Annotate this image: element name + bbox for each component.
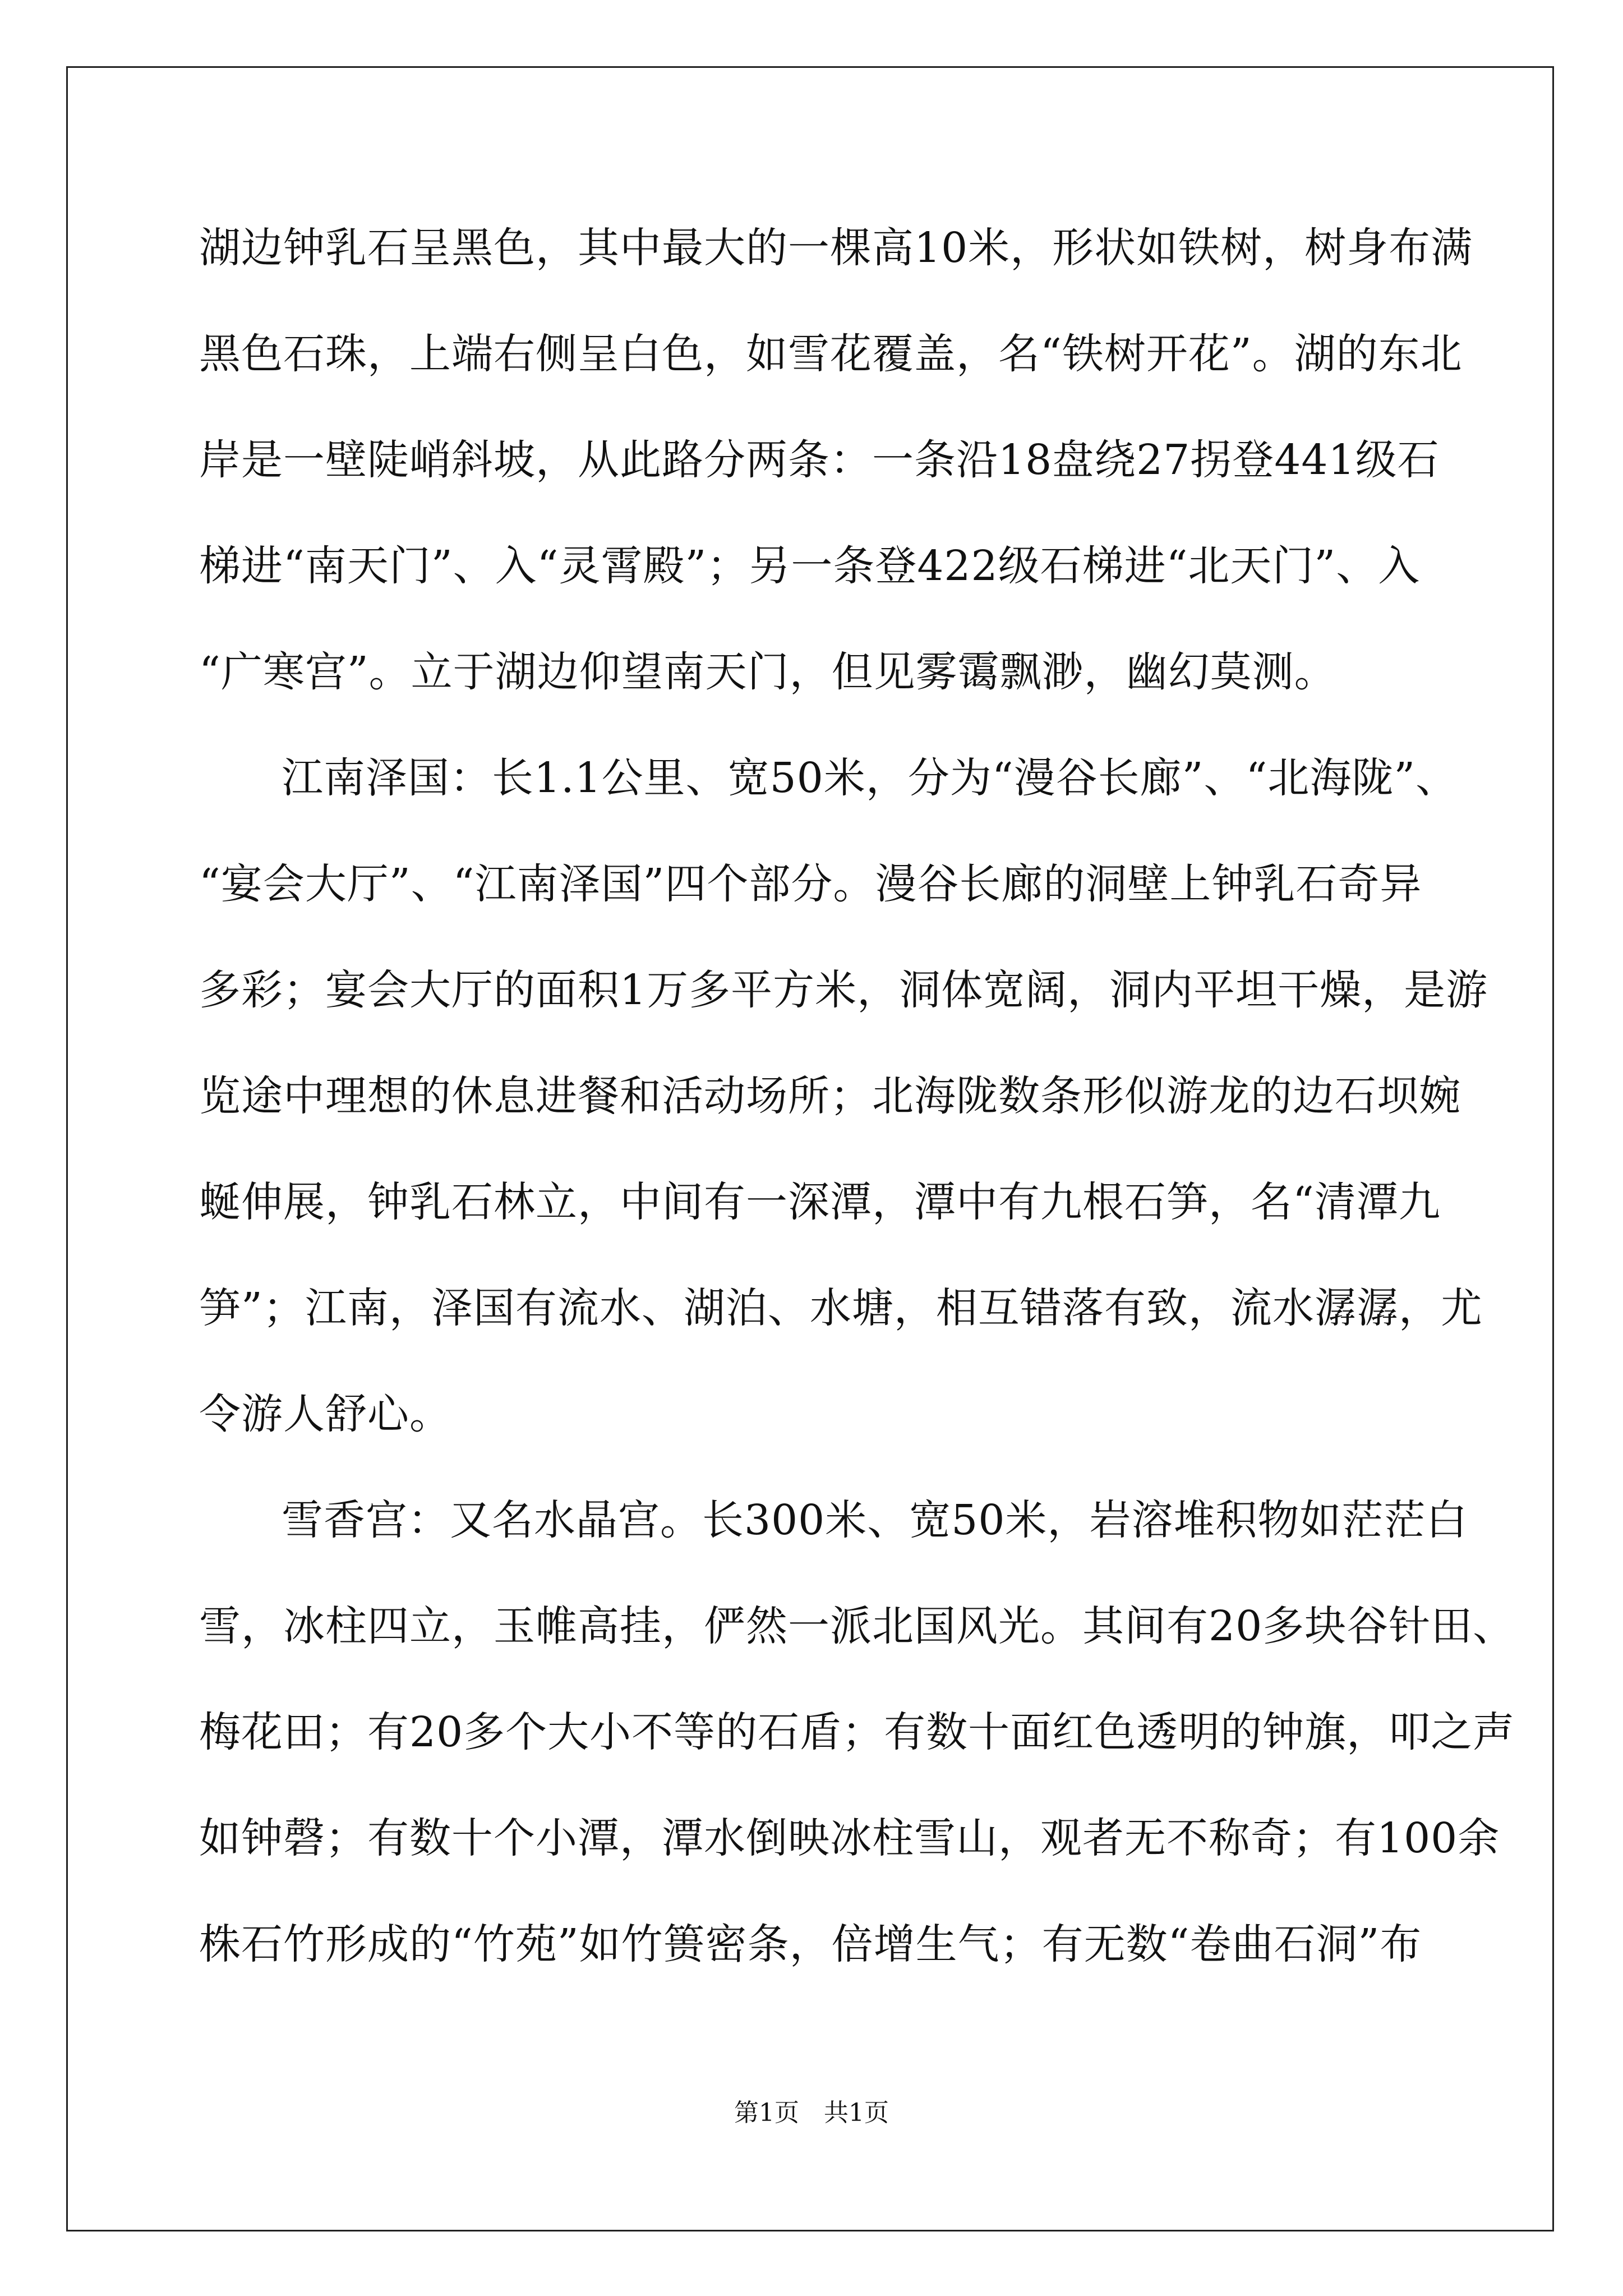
- text-line: 令游人舒心。: [199, 1390, 451, 1438]
- text-line: 梯进“南天门”、入“灵霄殿”；另一条登422级石梯进“北天门”、入: [199, 542, 1421, 590]
- text-line: 梅花田；有20多个大小不等的石盾；有数十面红色透明的钟旗，叩之声: [199, 1708, 1515, 1756]
- text-line: 株石竹形成的“竹苑”如竹篑密条，倍增生气；有无数“卷曲石洞”布: [199, 1920, 1422, 1968]
- text-line: “宴会大厅”、“江南泽国”四个部分。漫谷长廊的洞壁上钟乳石奇异: [199, 860, 1422, 908]
- text-line: 湖边钟乳石呈黑色，其中最大的一棵高10米，形状如铁树，树身布满: [199, 224, 1473, 272]
- paragraph-start-line: 雪香宫：又名水晶宫。长300米、宽50米，岩溶堆积物如茫茫白: [282, 1496, 1468, 1544]
- text-line: 黑色石珠，上端右侧呈白色，如雪花覆盖，名“铁树开花”。湖的东北: [199, 330, 1463, 378]
- text-line: 蜒伸展，钟乳石林立，中间有一深潭，潭中有九根石笋，名“清潭九: [199, 1178, 1441, 1226]
- text-line: 如钟磬；有数十个小潭，潭水倒映冰柱雪山，观者无不称奇；有100余: [199, 1814, 1500, 1862]
- paragraph-start-line: 江南泽国：长1.1公里、宽50米，分为“漫谷长廊”、“北海陇”、: [282, 754, 1458, 802]
- text-line: 岸是一壁陡峭斜坡，从此路分两条：一条沿18盘绕27拐登441级石: [199, 436, 1440, 484]
- text-line: 笋”；江南，泽国有流水、湖泊、水塘，相互错落有致，流水潺潺，尤: [199, 1284, 1483, 1332]
- text-line: 多彩；宴会大厅的面积1万多平方米，洞体宽阔，洞内平坦干燥，是游: [199, 966, 1488, 1014]
- text-line: 览途中理想的休息进餐和活动场所；北海陇数条形似游龙的边石坝婉: [199, 1072, 1461, 1120]
- text-line: 雪，冰柱四立，玉帷高挂，俨然一派北国风光。其间有20多块谷针田、: [199, 1602, 1515, 1650]
- page-border: [66, 66, 1554, 2231]
- page-footer: 第1页 共1页: [734, 2099, 889, 2127]
- text-line: “广寒宫”。立于湖边仰望南天门，但见雾霭飘渺，幽幻莫测。: [199, 648, 1336, 696]
